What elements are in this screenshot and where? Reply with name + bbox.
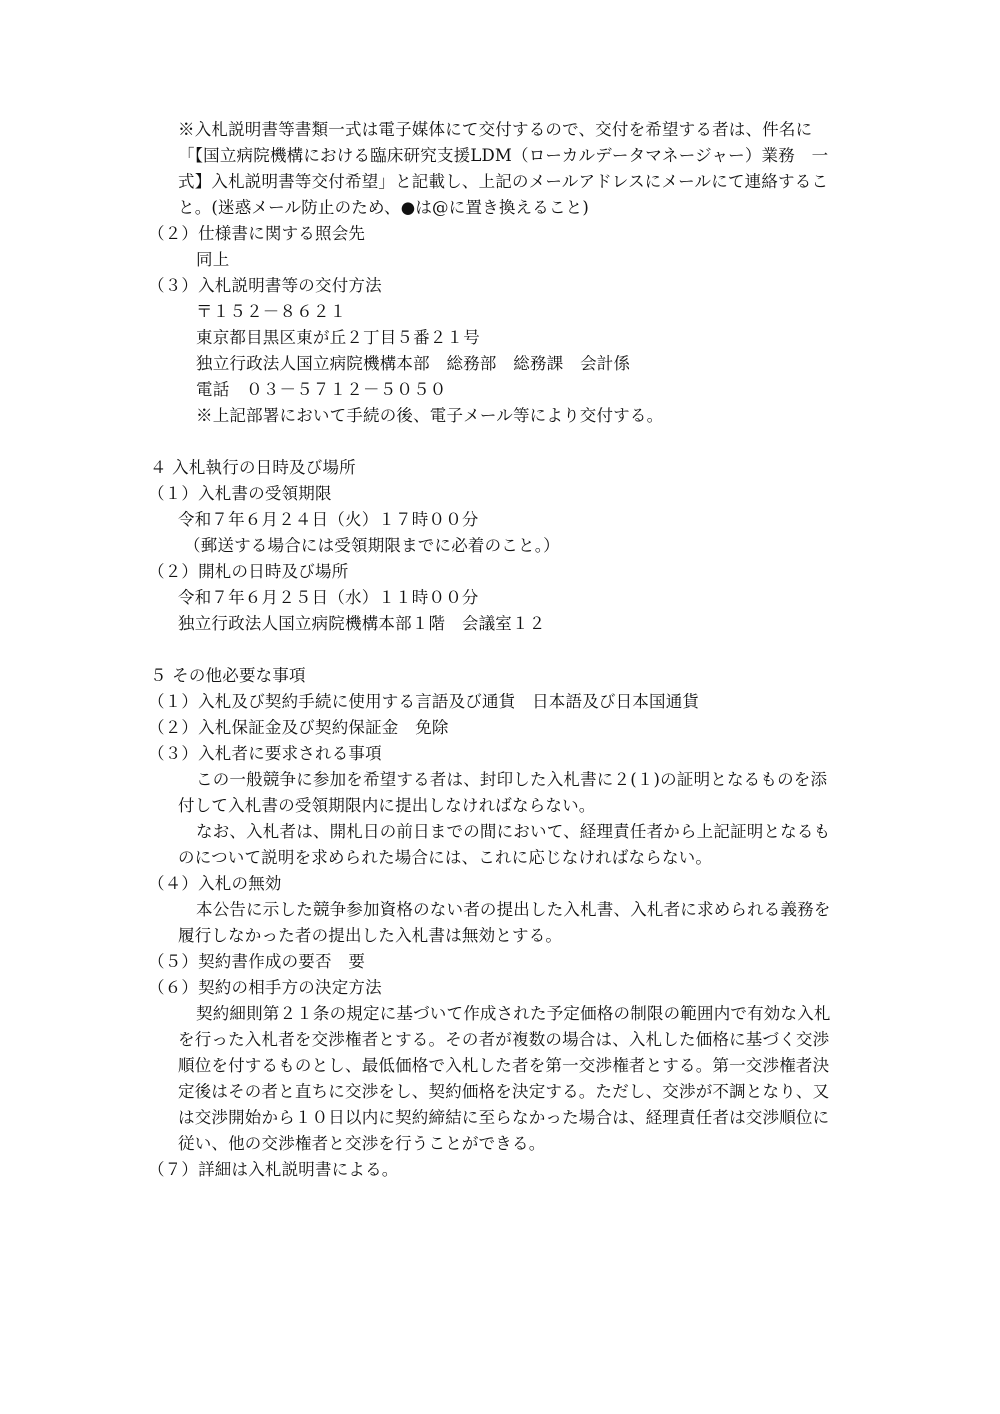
note-line-3: 式】入札説明書等交付希望」と記載し、上記のメールアドレスにメールにて連絡するこ [178, 172, 829, 191]
counterparty-method-label: （６）契約の相手方の決定方法 [148, 978, 382, 997]
postal-code: 〒１５２－８６２１ [196, 302, 347, 321]
bid-deadline-datetime: 令和７年６月２４日（火）１７時００分 [178, 510, 479, 529]
note-line-4: と。(迷惑メール防止のため、●は@に置き換えること) [178, 198, 589, 217]
note-line-2: 「【国立病院機構における臨床研究支援LDM（ローカルデータマネージャー）業務 一 [178, 146, 829, 165]
invalid-bid-line-2: 履行しなかった者の提出した入札書は無効とする。 [178, 926, 563, 945]
bidder-requirements-line-2: 付して入札書の受領期限内に提出しなければならない。 [178, 796, 596, 815]
organization: 独立行政法人国立病院機構本部 総務部 総務課 会計係 [196, 354, 631, 373]
bidder-requirements-line-3: なお、入札者は、開札日の前日までの間において、経理責任者から上記証明となるも [196, 822, 831, 841]
section-4-heading: ４ 入札執行の日時及び場所 [150, 458, 356, 477]
counterparty-method-line-1: 契約細則第２１条の規定に基づいて作成された予定価格の制限の範囲内で有効な入札 [196, 1004, 831, 1023]
invalid-bid-line-1: 本公告に示した競争参加資格のない者の提出した入札書、入札者に求められる義務を [196, 900, 831, 919]
delivery-method-label: （３）入札説明書等の交付方法 [148, 276, 382, 295]
counterparty-method-line-6: 従い、他の交渉権者と交渉を行うことができる。 [178, 1134, 546, 1153]
bidder-requirements-line-1: この一般競争に参加を希望する者は、封印した入札書に２(１)の証明となるものを添 [196, 770, 828, 789]
bidder-requirements-line-4: のについて説明を求められた場合には、これに応じなければならない。 [178, 848, 713, 867]
opening-label: （２）開札の日時及び場所 [148, 562, 349, 581]
details-reference: （７）詳細は入札説明書による。 [148, 1160, 399, 1179]
bid-deadline-note: （郵送する場合には受領期限までに必着のこと。） [184, 536, 560, 555]
delivery-note: ※上記部署において手続の後、電子メール等により交付する。 [196, 406, 664, 425]
opening-place: 独立行政法人国立病院機構本部１階 会議室１２ [178, 614, 546, 633]
bid-deadline-label: （１）入札書の受領期限 [148, 484, 332, 503]
bidder-requirements-label: （３）入札者に要求される事項 [148, 744, 382, 763]
counterparty-method-line-5: は交渉開始から１０日以内に契約締結に至らなかった場合は、経理責任者は交渉順位に [178, 1108, 830, 1127]
opening-datetime: 令和７年６月２５日（水）１１時００分 [178, 588, 479, 607]
note-line-1: ※入札説明書等書類一式は電子媒体にて交付するので、交付を希望する者は、件名に [178, 120, 813, 139]
invalid-bid-label: （４）入札の無効 [148, 874, 282, 893]
counterparty-method-line-3: 順位を付するものとし、最低価格で入札した者を第一交渉権者とする。第一交渉権者決 [178, 1056, 830, 1075]
language-currency: （１）入札及び契約手続に使用する言語及び通貨 日本語及び日本国通貨 [148, 692, 700, 711]
counterparty-method-line-4: 定後はその者と直ちに交渉をし、契約価格を決定する。ただし、交渉が不調となり、又 [178, 1082, 830, 1101]
section-5-heading: ５ その他必要な事項 [150, 666, 306, 685]
counterparty-method-line-2: を行った入札者を交渉権者とする。その者が複数の場合は、入札した価格に基づく交渉 [178, 1030, 830, 1049]
spec-inquiry-value: 同上 [196, 250, 230, 269]
spec-inquiry-label: （２）仕様書に関する照会先 [148, 224, 366, 243]
bid-deposit: （２）入札保証金及び契約保証金 免除 [148, 718, 449, 737]
address: 東京都目黒区東が丘２丁目５番２１号 [196, 328, 480, 347]
phone-number: 電話 ０３－５７１２－５０５０ [196, 380, 447, 399]
contract-document-required: （５）契約書作成の要否 要 [148, 952, 366, 971]
